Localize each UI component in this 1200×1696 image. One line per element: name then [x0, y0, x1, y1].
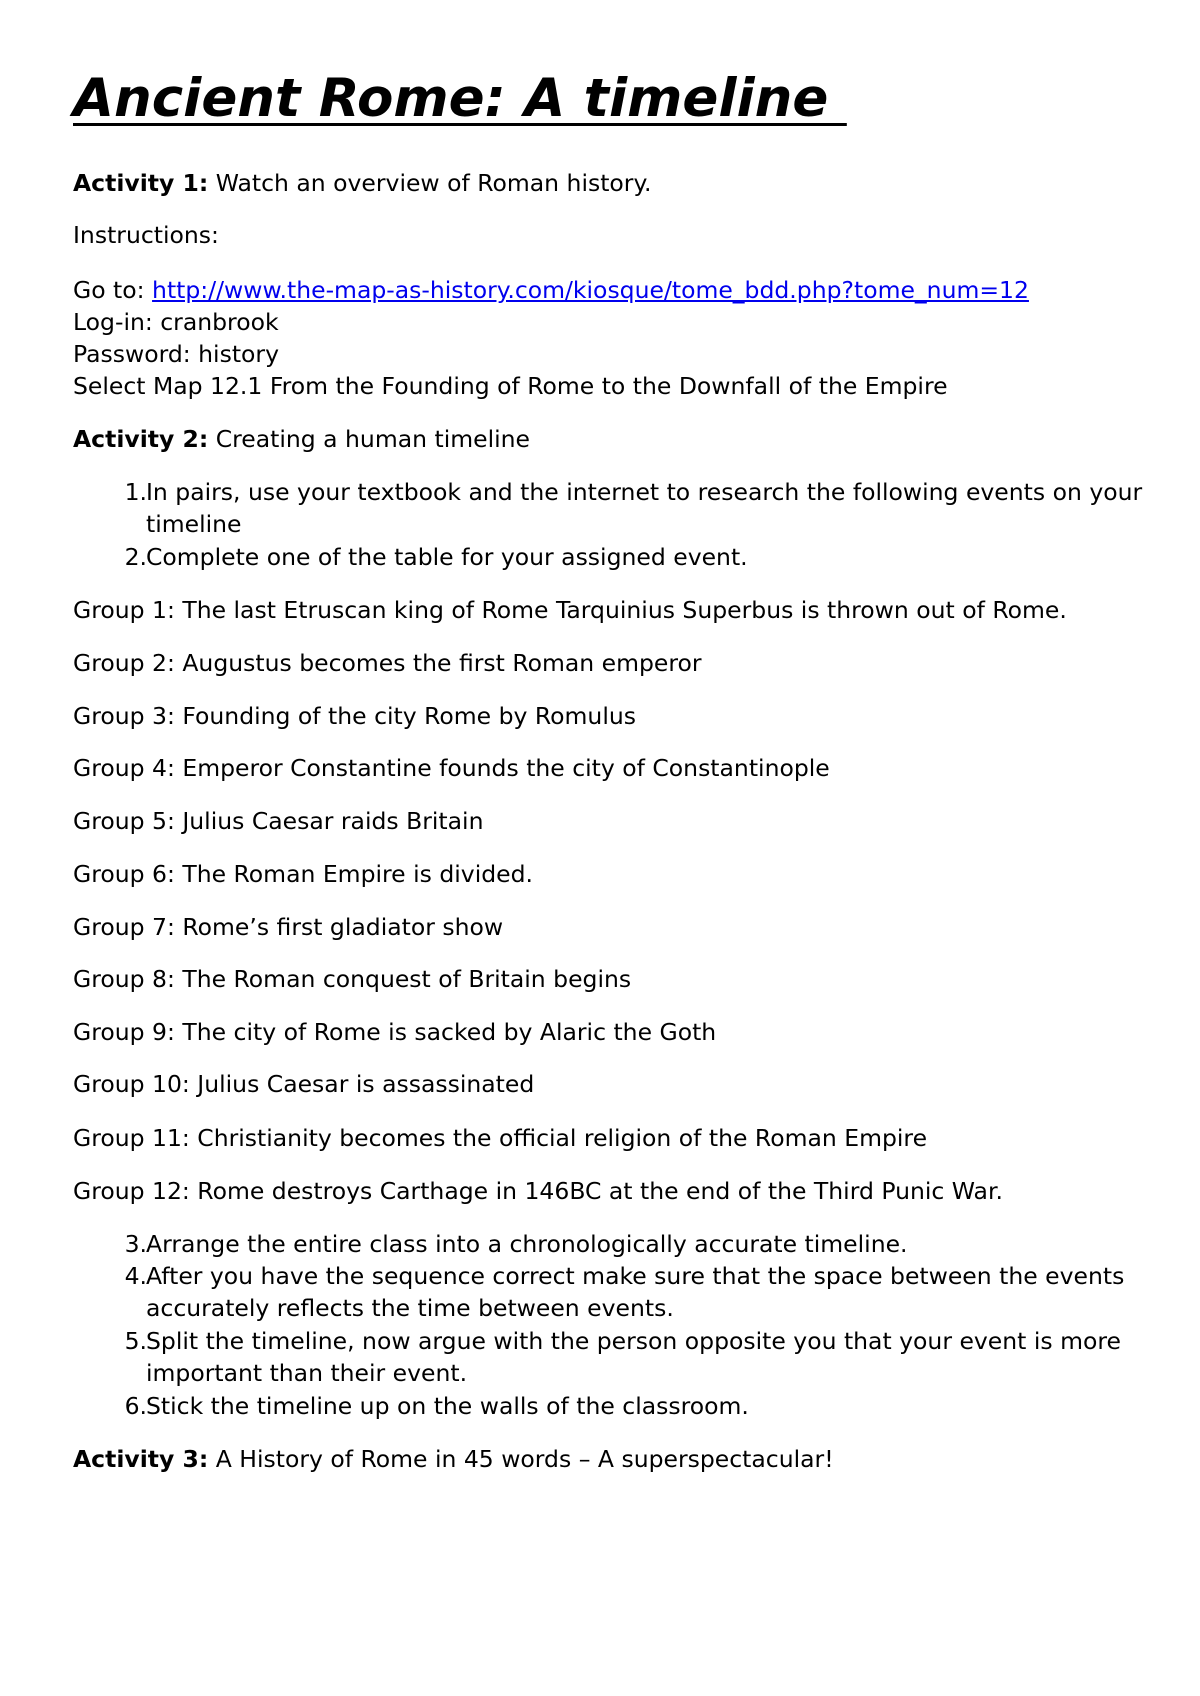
instructions-label: Instructions:	[73, 221, 219, 249]
group-5: Group 5: Julius Caesar raids Britain	[73, 807, 484, 835]
activity-3-label: Activity 3:	[73, 1445, 209, 1473]
go-to-line	[73, 274, 1029, 306]
group-4: Group 4: Emperor Constantine founds the city of Constantinople	[73, 754, 830, 782]
group-3: Group 3: Founding of the city Rome by Romulus	[73, 702, 636, 730]
list-item-step-6	[73, 1390, 1153, 1422]
activity-2-text: Creating a human timeline	[208, 425, 530, 453]
group-10: Group 10: Julius Caesar is assassinated	[73, 1070, 535, 1098]
list-item-step-2	[73, 541, 1153, 573]
group-2: Group 2: Augustus becomes the first Roman emperor	[73, 649, 702, 677]
go-to-label: Go to:	[73, 276, 153, 304]
activity-2-label: Activity 2:	[73, 425, 209, 453]
activity-1	[73, 167, 652, 199]
activity-2	[73, 423, 530, 455]
list-number: 3.	[124, 1230, 147, 1258]
activity-1-text: Watch an overview of Roman history.	[208, 169, 652, 197]
map-history-link[interactable]: http://www.the-map-as-history.com/kiosque/tome_bdd.php?tome_num=12	[152, 276, 1029, 304]
list-number: 2.	[124, 543, 147, 571]
activity-3-text: A History of Rome in 45 words – A superspectacular!	[208, 1445, 834, 1473]
group-11: Group 11: Christianity becomes the official religion of the Roman Empire	[73, 1124, 928, 1152]
list-item-step-5	[73, 1325, 1153, 1389]
select-map-line: Select Map 12.1 From the Founding of Rome to the Downfall of the Empire	[73, 372, 948, 400]
activity-3	[73, 1443, 834, 1475]
list-number: 1.	[124, 478, 147, 506]
group-1: Group 1: The last Etruscan king of Rome Tarquinius Superbus is thrown out of Rome.	[73, 596, 1067, 624]
group-8: Group 8: The Roman conquest of Britain begins	[73, 965, 632, 993]
list-text: Split the timeline, now argue with the person opposite you that your event is more important than their event.	[146, 1327, 1121, 1387]
list-item-step-3	[73, 1228, 1153, 1260]
list-number: 5.	[124, 1327, 147, 1355]
activity-1-label: Activity 1:	[73, 169, 209, 197]
list-item-step-1	[73, 476, 1153, 540]
page-title: Ancient Rome: A timeline	[73, 68, 847, 129]
list-text: Complete one of the table for your assigned event.	[146, 543, 748, 571]
group-9: Group 9: The city of Rome is sacked by Alaric the Goth	[73, 1018, 717, 1046]
list-number: 4.	[124, 1262, 147, 1290]
list-text: After you have the sequence correct make sure that the space between the events accurately reflects the time between events.	[146, 1262, 1125, 1322]
group-6: Group 6: The Roman Empire is divided.	[73, 860, 533, 888]
list-number: 6.	[124, 1392, 147, 1420]
login-line: Log-in: cranbrook	[73, 308, 279, 336]
list-text: In pairs, use your textbook and the internet to research the following events on your timeline	[146, 478, 1143, 538]
list-item-step-4	[73, 1260, 1153, 1324]
group-12: Group 12: Rome destroys Carthage in 146BC at the end of the Third Punic War.	[73, 1177, 1003, 1205]
group-7: Group 7: Rome’s first gladiator show	[73, 913, 504, 941]
list-text: Arrange the entire class into a chronologically accurate timeline.	[146, 1230, 908, 1258]
password-line: Password: history	[73, 340, 279, 368]
list-text: Stick the timeline up on the walls of the classroom.	[146, 1392, 749, 1420]
